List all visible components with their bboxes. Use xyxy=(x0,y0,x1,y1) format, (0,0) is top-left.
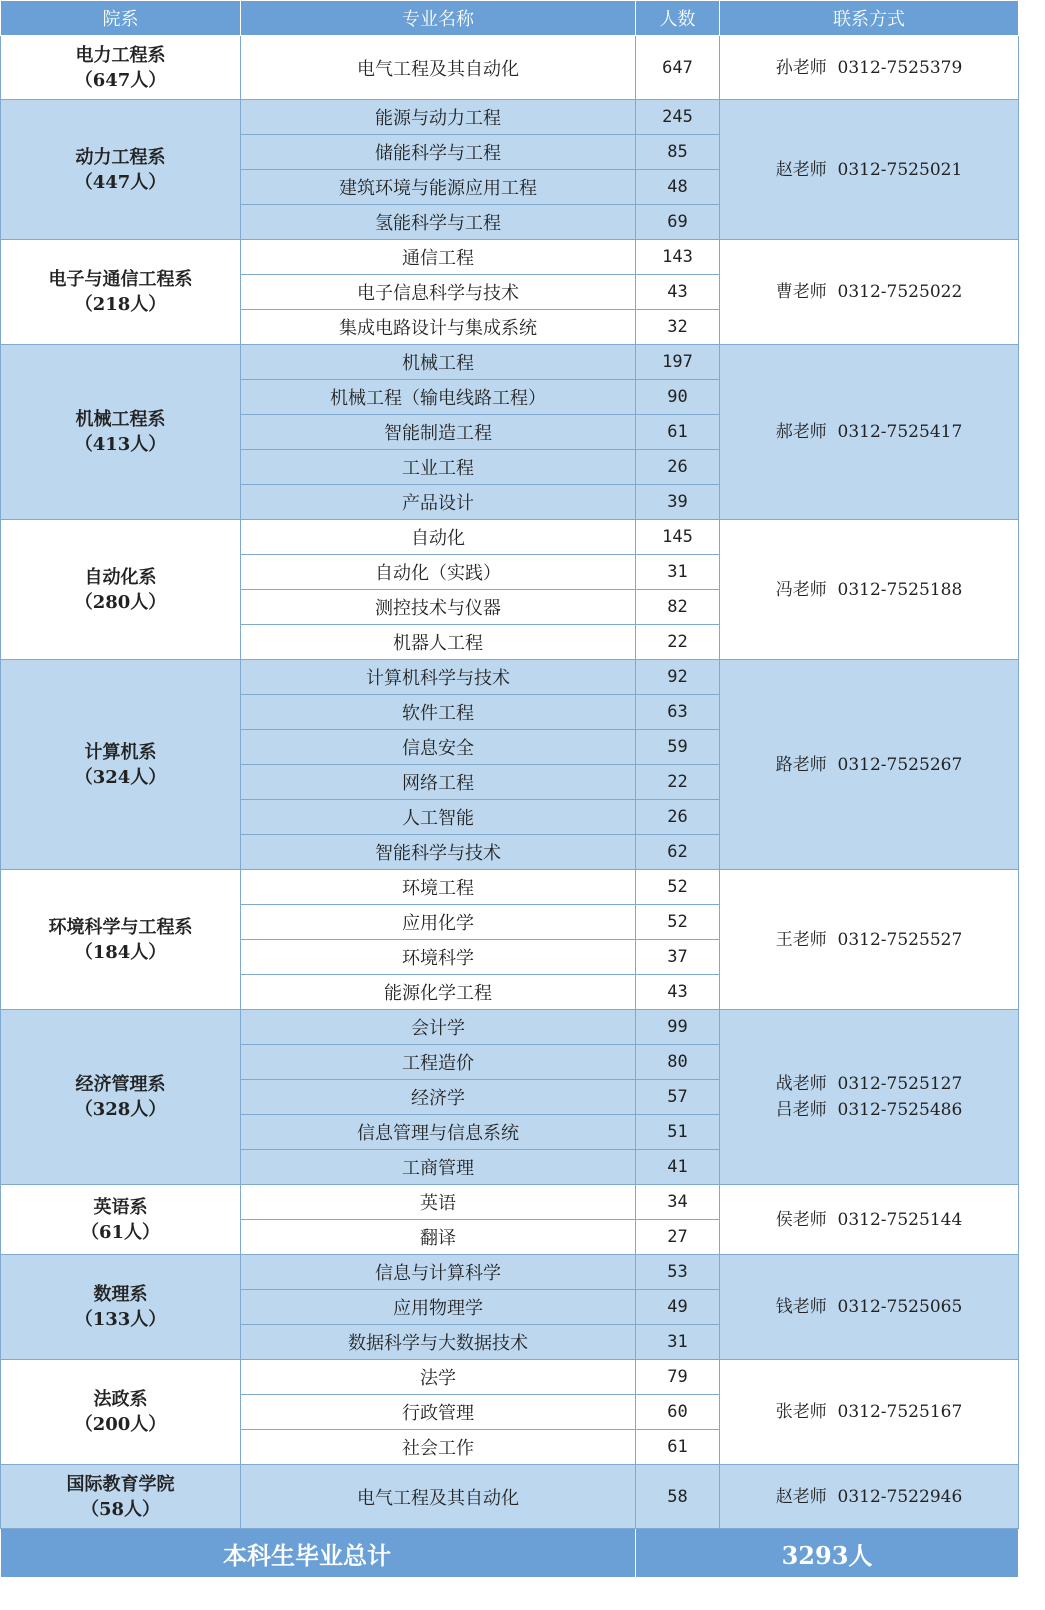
major-name: 工商管理 xyxy=(241,1150,636,1185)
department-cell xyxy=(1,1185,241,1255)
table-row xyxy=(1,520,1019,555)
major-count: 22 xyxy=(636,765,720,800)
major-name: 测控技术与仪器 xyxy=(241,590,636,625)
major-count: 43 xyxy=(636,275,720,310)
department-name: 法政系 xyxy=(93,1389,148,1410)
total-label: 本科生毕业总计 xyxy=(1,1529,636,1578)
major-name: 机械工程 xyxy=(241,345,636,380)
major-count: 92 xyxy=(636,660,720,695)
contact-cell xyxy=(720,1185,1019,1255)
department-cell xyxy=(1,520,241,660)
major-count: 79 xyxy=(636,1360,720,1395)
total-value: 3293人 xyxy=(636,1529,1019,1578)
major-name: 自动化 xyxy=(241,520,636,555)
department-name: 计算机系 xyxy=(84,741,157,763)
major-count: 39 xyxy=(636,485,720,520)
contact-line: 吕老师 0312-7525486 xyxy=(775,1100,963,1120)
header-contact: 联系方式 xyxy=(720,1,1019,36)
department-group xyxy=(1,240,1019,345)
major-count: 61 xyxy=(636,1430,720,1465)
major-name: 计算机科学与技术 xyxy=(241,660,636,695)
department-total: （324人） xyxy=(74,766,167,788)
department-group xyxy=(1,660,1019,870)
contact-cell xyxy=(720,1010,1019,1185)
department-total: （133人） xyxy=(74,1309,167,1330)
major-count: 57 xyxy=(636,1080,720,1115)
department-cell xyxy=(1,240,241,345)
major-count: 61 xyxy=(636,415,720,450)
department-total: （200人） xyxy=(74,1414,167,1435)
department-total: （280人） xyxy=(74,591,167,613)
department-cell xyxy=(1,1010,241,1185)
table-row xyxy=(1,240,1019,275)
department-cell xyxy=(1,100,241,240)
major-count: 69 xyxy=(636,205,720,240)
major-count: 63 xyxy=(636,695,720,730)
department-total: （447人） xyxy=(74,171,167,193)
department-cell xyxy=(1,1465,241,1529)
contact-line: 钱老师 0312-7525065 xyxy=(775,1297,963,1317)
department-name: 动力工程系 xyxy=(75,146,166,168)
department-group xyxy=(1,36,1019,100)
contact-cell xyxy=(720,1255,1019,1360)
major-name: 网络工程 xyxy=(241,765,636,800)
major-name: 自动化（实践） xyxy=(241,555,636,590)
major-count: 60 xyxy=(636,1395,720,1430)
major-count: 145 xyxy=(636,520,720,555)
major-name: 软件工程 xyxy=(241,695,636,730)
contact-line: 路老师 0312-7525267 xyxy=(775,754,963,775)
contact-line: 孙老师 0312-7525379 xyxy=(775,57,963,78)
major-name: 通信工程 xyxy=(241,240,636,275)
major-count: 26 xyxy=(636,450,720,485)
major-name: 机械工程（输电线路工程） xyxy=(241,380,636,415)
major-name: 应用物理学 xyxy=(241,1290,636,1325)
department-name: 英语系 xyxy=(93,1196,148,1218)
major-name: 建筑环境与能源应用工程 xyxy=(241,170,636,205)
major-name: 电气工程及其自动化 xyxy=(241,1465,636,1529)
major-name: 法学 xyxy=(241,1360,636,1395)
contact-cell xyxy=(720,660,1019,870)
department-name: 环境科学与工程系 xyxy=(48,916,193,938)
major-count: 80 xyxy=(636,1045,720,1080)
major-name: 会计学 xyxy=(241,1010,636,1045)
major-count: 52 xyxy=(636,870,720,905)
major-name: 应用化学 xyxy=(241,905,636,940)
major-count: 31 xyxy=(636,1325,720,1360)
header-major: 专业名称 xyxy=(241,1,636,36)
department-cell xyxy=(1,870,241,1010)
department-group xyxy=(1,1010,1019,1185)
major-count: 53 xyxy=(636,1255,720,1290)
contact-cell xyxy=(720,100,1019,240)
major-count: 51 xyxy=(636,1115,720,1150)
major-name: 储能科学与工程 xyxy=(241,135,636,170)
contact-cell xyxy=(720,1360,1019,1465)
major-count: 245 xyxy=(636,100,720,135)
department-total: （61人） xyxy=(80,1221,161,1243)
department-total: （58人） xyxy=(80,1498,161,1520)
major-name: 电气工程及其自动化 xyxy=(241,36,636,100)
major-count: 41 xyxy=(636,1150,720,1185)
contact-cell xyxy=(720,520,1019,660)
department-name: 机械工程系 xyxy=(75,409,166,430)
major-name: 行政管理 xyxy=(241,1395,636,1430)
major-count: 62 xyxy=(636,835,720,870)
department-cell xyxy=(1,660,241,870)
contact-line: 王老师 0312-7525527 xyxy=(775,929,963,950)
table-row xyxy=(1,1010,1019,1045)
table-row xyxy=(1,870,1019,905)
department-total: （328人） xyxy=(74,1099,167,1120)
major-count: 22 xyxy=(636,625,720,660)
header-dept: 院系 xyxy=(1,1,241,36)
major-count: 32 xyxy=(636,310,720,345)
table-row xyxy=(1,1360,1019,1395)
major-name: 能源与动力工程 xyxy=(241,100,636,135)
major-name: 人工智能 xyxy=(241,800,636,835)
department-group xyxy=(1,1185,1019,1255)
department-total: （647人） xyxy=(74,69,167,91)
department-group xyxy=(1,1465,1019,1529)
contact-line: 侯老师 0312-7525144 xyxy=(775,1209,963,1230)
major-name: 英语 xyxy=(241,1185,636,1220)
major-count: 90 xyxy=(636,380,720,415)
contact-cell xyxy=(720,240,1019,345)
department-total: （413人） xyxy=(74,434,167,455)
header-count: 人数 xyxy=(636,1,720,36)
department-name: 经济管理系 xyxy=(75,1074,166,1095)
major-count: 197 xyxy=(636,345,720,380)
table-row xyxy=(1,1465,1019,1529)
department-total: （184人） xyxy=(74,941,167,963)
department-group xyxy=(1,345,1019,520)
contact-cell xyxy=(720,36,1019,100)
table-row xyxy=(1,100,1019,135)
major-count: 26 xyxy=(636,800,720,835)
contact-cell xyxy=(720,870,1019,1010)
major-count: 37 xyxy=(636,940,720,975)
major-count: 52 xyxy=(636,905,720,940)
department-group xyxy=(1,1255,1019,1360)
department-name: 数理系 xyxy=(93,1284,148,1305)
major-count: 43 xyxy=(636,975,720,1010)
major-name: 环境工程 xyxy=(241,870,636,905)
major-name: 集成电路设计与集成系统 xyxy=(241,310,636,345)
department-group xyxy=(1,100,1019,240)
major-count: 27 xyxy=(636,1220,720,1255)
contact-line: 曹老师 0312-7525022 xyxy=(775,282,963,302)
major-count: 34 xyxy=(636,1185,720,1220)
major-count: 143 xyxy=(636,240,720,275)
department-name: 国际教育学院 xyxy=(66,1473,175,1495)
major-count: 49 xyxy=(636,1290,720,1325)
department-name: 自动化系 xyxy=(84,566,157,588)
major-count: 647 xyxy=(636,36,720,100)
major-name: 能源化学工程 xyxy=(241,975,636,1010)
department-group xyxy=(1,1360,1019,1465)
table-row xyxy=(1,660,1019,695)
major-count: 99 xyxy=(636,1010,720,1045)
major-name: 环境科学 xyxy=(241,940,636,975)
major-name: 工程造价 xyxy=(241,1045,636,1080)
major-name: 工业工程 xyxy=(241,450,636,485)
major-count: 31 xyxy=(636,555,720,590)
contact-line: 张老师 0312-7525167 xyxy=(775,1402,963,1422)
table-footer xyxy=(1,1529,1019,1578)
major-name: 翻译 xyxy=(241,1220,636,1255)
major-name: 数据科学与大数据技术 xyxy=(241,1325,636,1360)
table-header xyxy=(1,1,1019,36)
major-name: 氢能科学与工程 xyxy=(241,205,636,240)
major-name: 信息安全 xyxy=(241,730,636,765)
major-count: 58 xyxy=(636,1465,720,1529)
department-cell xyxy=(1,345,241,520)
table-row xyxy=(1,36,1019,100)
table-row xyxy=(1,1255,1019,1290)
major-name: 智能科学与技术 xyxy=(241,835,636,870)
contact-cell xyxy=(720,1465,1019,1529)
department-group xyxy=(1,520,1019,660)
major-name: 机器人工程 xyxy=(241,625,636,660)
department-name: 电子与通信工程系 xyxy=(48,269,193,290)
major-name: 智能制造工程 xyxy=(241,415,636,450)
major-count: 85 xyxy=(636,135,720,170)
contact-line: 冯老师 0312-7525188 xyxy=(775,579,963,600)
contact-line: 赵老师 0312-7522946 xyxy=(775,1486,963,1507)
department-cell xyxy=(1,1360,241,1465)
department-cell xyxy=(1,1255,241,1360)
table-row xyxy=(1,1185,1019,1220)
major-name: 社会工作 xyxy=(241,1430,636,1465)
major-name: 电子信息科学与技术 xyxy=(241,275,636,310)
major-name: 信息管理与信息系统 xyxy=(241,1115,636,1150)
table-row xyxy=(1,345,1019,380)
major-count: 59 xyxy=(636,730,720,765)
contact-line: 郝老师 0312-7525417 xyxy=(775,422,963,442)
contact-line: 战老师 0312-7525127 xyxy=(775,1074,963,1094)
major-name: 经济学 xyxy=(241,1080,636,1115)
department-group xyxy=(1,870,1019,1010)
major-name: 产品设计 xyxy=(241,485,636,520)
major-count: 82 xyxy=(636,590,720,625)
department-total: （218人） xyxy=(74,294,167,315)
contact-line: 赵老师 0312-7525021 xyxy=(775,159,963,180)
contact-cell xyxy=(720,345,1019,520)
department-name: 电力工程系 xyxy=(75,44,166,66)
major-name: 信息与计算科学 xyxy=(241,1255,636,1290)
department-cell xyxy=(1,36,241,100)
major-count: 48 xyxy=(636,170,720,205)
